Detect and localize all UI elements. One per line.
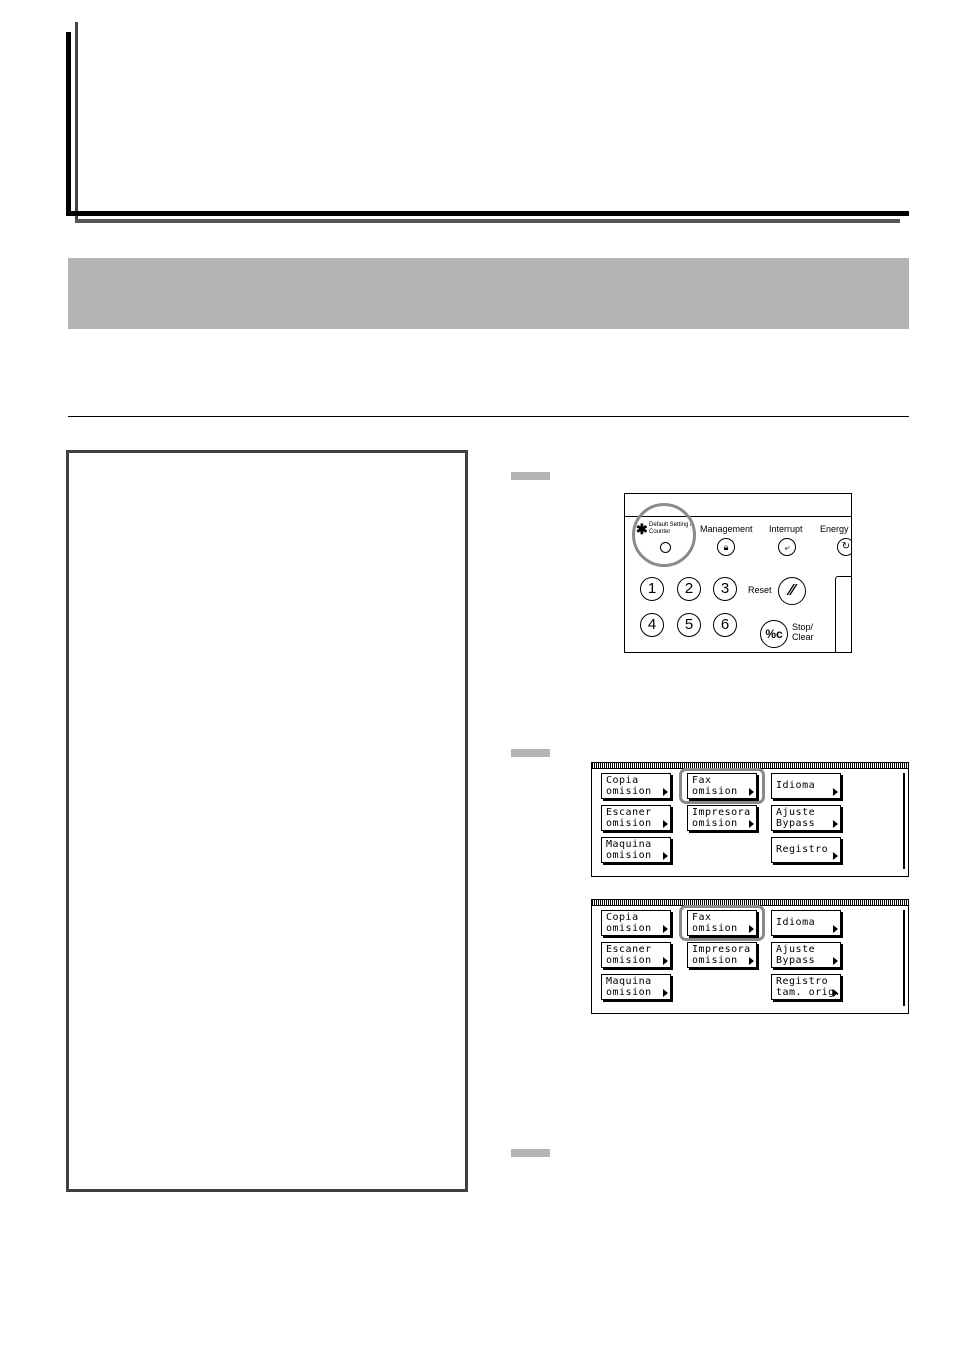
interrupt-icon[interactable]: ⤶	[778, 538, 796, 556]
arrow-right-icon	[833, 852, 838, 860]
asterisk-icon: ✱	[636, 521, 648, 537]
key-3[interactable]: 3	[713, 577, 737, 601]
copy-default-button[interactable]: Copia omision	[601, 910, 671, 936]
arrow-right-icon	[663, 925, 668, 933]
arrow-right-icon	[833, 788, 838, 796]
scanner-default-button[interactable]: Escaner omision	[601, 942, 671, 968]
printer-default-button[interactable]: Impresora omision	[687, 805, 757, 831]
arrow-right-icon	[749, 820, 754, 828]
stop-label: Stop/	[792, 622, 814, 632]
printer-default-button[interactable]: Impresora omision	[687, 942, 757, 968]
scanner-default-button[interactable]: Escaner omision	[601, 805, 671, 831]
key-2[interactable]: 2	[677, 577, 701, 601]
register-button[interactable]: Registro	[771, 837, 841, 863]
bypass-setting-button[interactable]: Ajuste Bypass	[771, 942, 841, 968]
panel-right-edge	[835, 576, 852, 653]
arrow-right-icon	[663, 820, 668, 828]
reset-label: Reset	[748, 585, 772, 595]
arrow-right-icon	[833, 957, 838, 965]
chapter-horizontal-rule-inner	[75, 219, 900, 223]
counter-label: Counter	[649, 529, 671, 535]
fax-default-button[interactable]: Fax omision	[687, 773, 757, 799]
register-original-size-button[interactable]: Registro tam. orig.	[771, 974, 841, 1000]
arrow-right-icon	[663, 957, 668, 965]
arrow-right-icon	[749, 957, 754, 965]
clear-label: Clear	[792, 632, 814, 642]
copy-default-button[interactable]: Copia omision	[601, 773, 671, 799]
reset-icon[interactable]: ⁄⁄	[778, 577, 806, 605]
key-5[interactable]: 5	[677, 613, 701, 637]
step-marker-1	[511, 472, 550, 480]
fax-highlight	[679, 768, 765, 804]
key-4[interactable]: 4	[640, 613, 664, 637]
fax-highlight	[679, 905, 765, 941]
energy-icon[interactable]: ↻	[837, 538, 852, 556]
chapter-vertical-rule-inner	[75, 22, 78, 223]
info-box	[66, 450, 468, 1192]
arrow-right-icon	[663, 788, 668, 796]
arrow-right-icon	[833, 989, 838, 997]
step-marker-3	[511, 1149, 550, 1157]
chapter-horizontal-rule	[66, 211, 909, 216]
interrupt-label: Interrupt	[769, 524, 803, 534]
fax-default-button[interactable]: Fax omision	[687, 910, 757, 936]
step-marker-2	[511, 749, 550, 757]
screen-scrollbar[interactable]	[903, 910, 905, 1006]
lock-icon[interactable]: 🔒︎	[717, 538, 735, 556]
management-label: Management	[700, 524, 753, 534]
arrow-right-icon	[833, 925, 838, 933]
touch-screen-2	[591, 899, 909, 1014]
energy-label: Energy	[820, 524, 849, 534]
arrow-right-icon	[663, 852, 668, 860]
default-setting-label: Default Setting /	[649, 522, 692, 528]
section-divider	[68, 416, 909, 417]
bypass-setting-button[interactable]: Ajuste Bypass	[771, 805, 841, 831]
language-button[interactable]: Idioma	[771, 773, 841, 799]
key-1[interactable]: 1	[640, 577, 664, 601]
chapter-vertical-rule	[66, 32, 71, 216]
machine-default-button[interactable]: Maquina omision	[601, 974, 671, 1000]
machine-default-button[interactable]: Maquina omision	[601, 837, 671, 863]
operation-panel-illustration	[624, 493, 852, 653]
highlight-circle	[632, 503, 696, 567]
stop-clear-key[interactable]: %c	[760, 620, 788, 648]
section-title-band	[68, 258, 909, 329]
key-6[interactable]: 6	[713, 613, 737, 637]
language-button[interactable]: Idioma	[771, 910, 841, 936]
arrow-right-icon	[663, 989, 668, 997]
arrow-right-icon	[833, 820, 838, 828]
touch-screen-1	[591, 762, 909, 877]
screen-scrollbar[interactable]	[903, 773, 905, 869]
